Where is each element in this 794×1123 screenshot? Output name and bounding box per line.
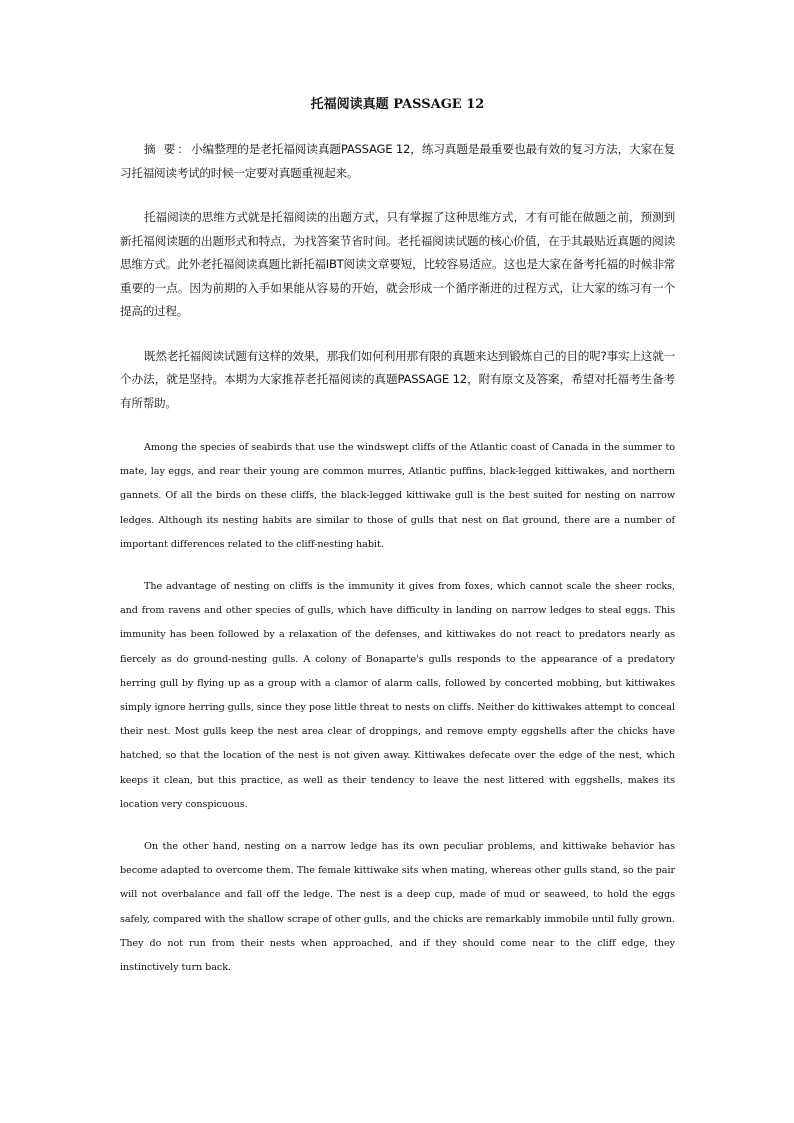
- summary-paragraph: [120, 138, 675, 185]
- document-page: [120, 96, 675, 998]
- summary-text: 小编整理的是老托福阅读真题PASSAGE 12，练习真题是最重要也最有效的复习方法，大家在复习托福阅读考试的时候一定要对真题重视起来。: [120, 142, 675, 180]
- intro-paragraph-1: 托福阅读的思维方式就是托福阅读的出题方式，只有掌握了这种思维方式，才有可能在做题之前，预测到新托福阅读题的出题形式和特点，为找答案节省时间。老托福阅读试题的核心价值，在于其最贴近真题的阅读思维方式。此外老托福阅读真题比新托福IBT阅读文章要短，比较容易适应。这也是大家在备考托福的时候非常重要的一点。因为前期的入手如果能从容易的开始，就会形成一个循序渐进的过程方式，让大家的练习有一个提高的过程。: [120, 210, 675, 318]
- passage-paragraph-3: On the other hand, nesting on a narrow ledge has its own peculiar problems, and kittiwake behavior has become adapted to overcome them. The female kittiwake sits when mating, whereas other gulls stand, so the pair will not overbalance and fall off the ledge. The nest is a deep cup, made of mud or seaweed, to hold the eggs safely, compared with the shallow scrape of other gulls, and the chicks are remarkably immobile until fully grown. They do not run from their nests when approached, and if they should come near to the cliff edge, they instinctively turn back.: [120, 841, 675, 974]
- passage-paragraph-1: Among the species of seabirds that use the windswept cliffs of the Atlantic coast of Canada in the summer to mate, lay eggs, and rear their young are common murres, Atlantic puffins, black-legged kittiwakes, and northern gannets. Of all the birds on these cliffs, the black-legged kittiwake gull is the best suited for nesting on narrow ledges. Although its nesting habits are similar to those of gulls that nest on flat ground, there are a number of important differences related to the cliff-nesting habit.: [120, 442, 675, 550]
- passage-paragraph-2: The advantage of nesting on cliffs is the immunity it gives from foxes, which cannot scale the sheer rocks, and from ravens and other species of gulls, which have difficulty in landing on narrow ledges to steal eggs. This immunity has been followed by a relaxation of the defenses, and kittiwakes do not react to predators nearly as fiercely as do ground-nesting gulls. A colony of Bonaparte's gulls responds to the appearance of a predatory herring gull by flying up as a group with a clamor of alarm calls, followed by concerted mobbing, but kittiwakes simply ignore herring gulls, since they pose little threat to nests on cliffs. Neither do kittiwakes attempt to conceal their nest. Most gulls keep the nest area clear of droppings, and remove empty eggshells after the chicks have hatched, so that the location of the nest is not given away. Kittiwakes defecate over the edge of the nest, which keeps it clean, but this practice, as well as their tendency to leave the nest littered with eggshells, makes its location very conspicuous.: [120, 581, 675, 810]
- summary-label: 摘 要：: [144, 142, 192, 156]
- intro-paragraph-2: 既然老托福阅读试题有这样的效果，那我们如何利用那有限的真题来达到锻炼自己的目的呢?事实上这就一个办法，就是坚持。本期为大家推荐老托福阅读的真题PASSAGE 12，附有原文及答案，希望对托福考生备考有所帮助。: [120, 348, 675, 410]
- page-title: 托福阅读真题 PASSAGE 12: [310, 97, 485, 112]
